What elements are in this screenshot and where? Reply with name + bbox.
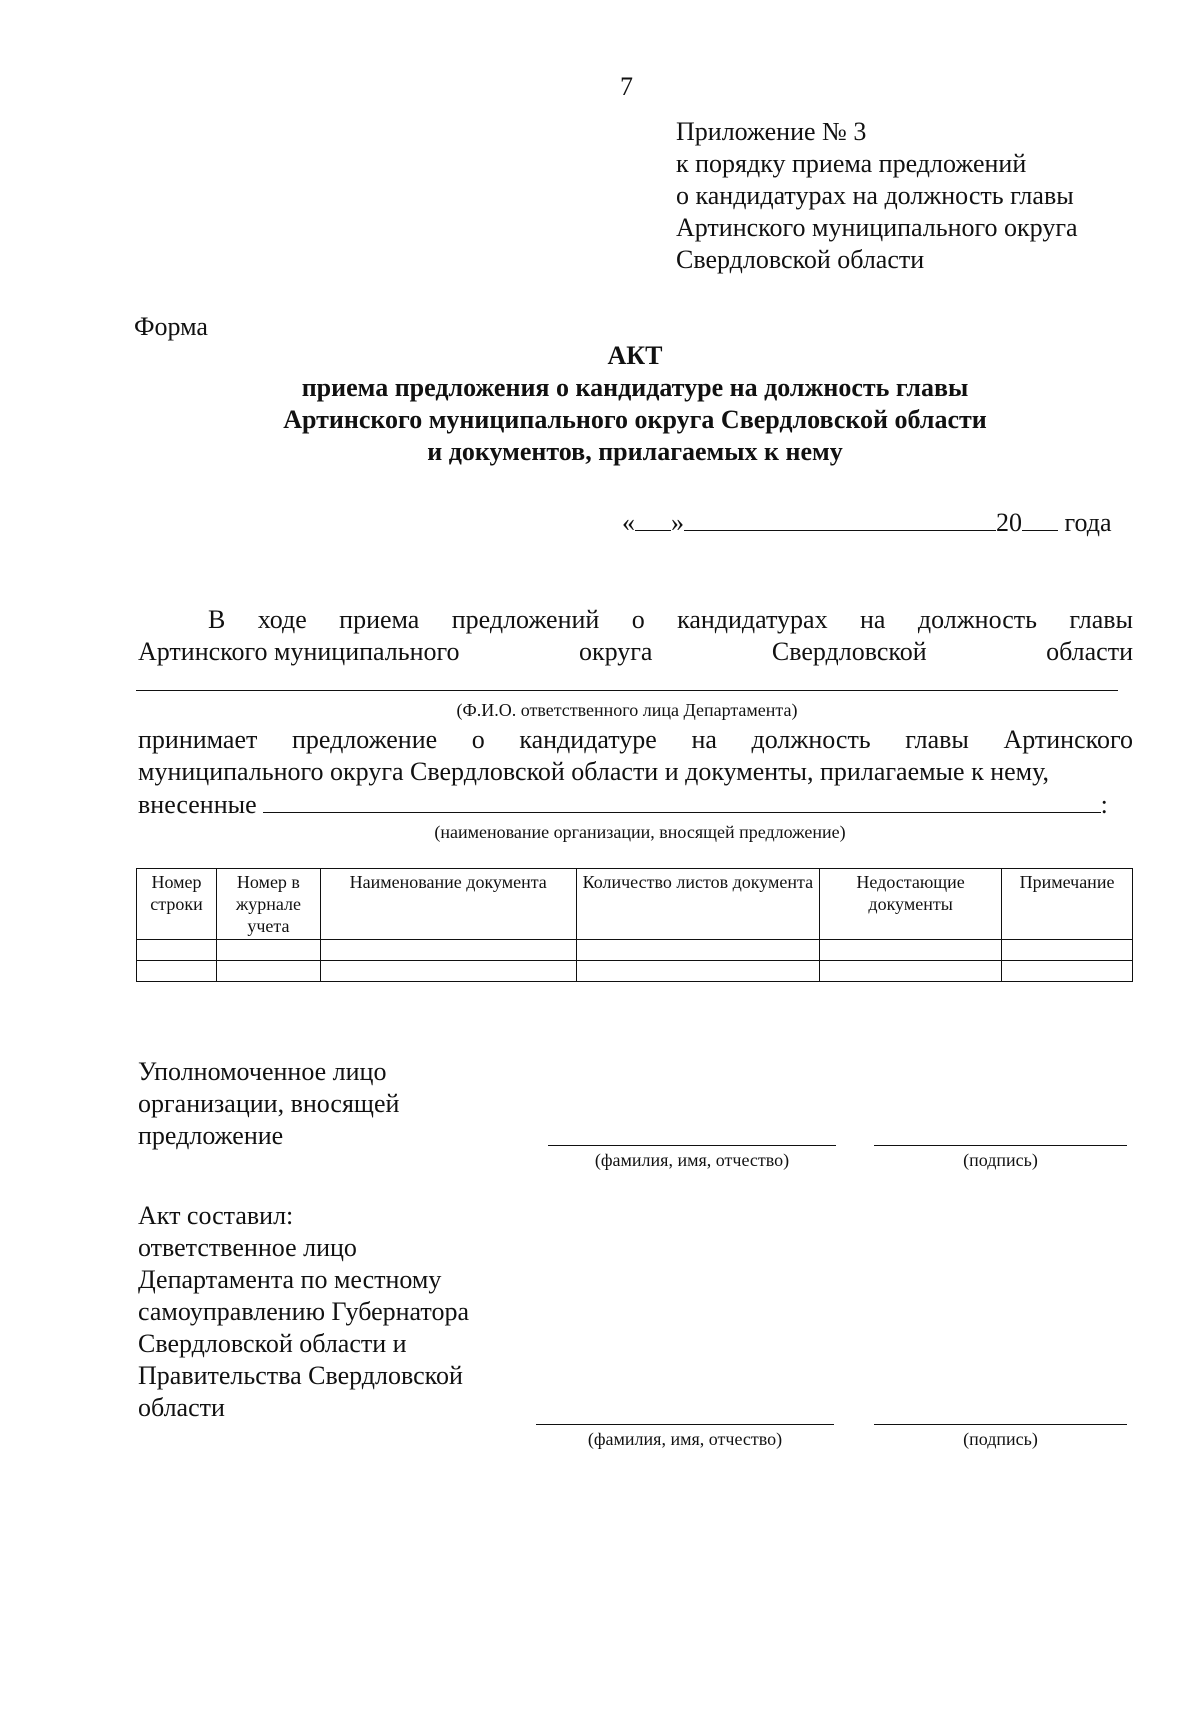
name-signature-line[interactable] (548, 1145, 836, 1146)
title-line: и документов, прилагаемых к нему (427, 437, 843, 466)
caption-fio: (Ф.И.О. ответственного лица Департамента) (456, 700, 798, 720)
title-line: Артинского муниципального округа Свердловской области (283, 405, 987, 434)
table-cell[interactable] (1002, 940, 1133, 961)
signature-label-line: организации, вносящей (138, 1089, 400, 1118)
column-header: Номер строки (137, 869, 217, 940)
signature-label-line: Правительства Свердловской (138, 1361, 463, 1390)
table-cell[interactable] (820, 961, 1002, 982)
signature-label-line: самоуправлению Губернатора (138, 1297, 469, 1326)
appendix-line: Артинского муниципального округа (676, 213, 1078, 242)
column-header: Примечание (1002, 869, 1133, 940)
year-suffix: года (1064, 508, 1112, 537)
table-cell[interactable] (820, 940, 1002, 961)
paragraph-line (138, 604, 1133, 636)
signature-label-line: Уполномоченное лицо (138, 1057, 387, 1086)
word: предложение (291, 725, 438, 754)
appendix-line: Приложение № 3 (676, 117, 867, 146)
title-line: приема предложения о кандидатуре на должность главы (301, 373, 969, 402)
word: Артинского муниципального (138, 637, 460, 666)
table-cell[interactable] (137, 940, 217, 961)
paragraph-line (138, 788, 1133, 821)
caption-full-name: (фамилия, имя, отчество) (594, 1150, 790, 1170)
appendix-line: о кандидатурах на должность главы (676, 181, 1074, 210)
appendix-line: к порядку приема предложений (676, 149, 1027, 178)
word: принимает (138, 725, 258, 754)
paragraph-line (138, 636, 1133, 668)
responsible-person-field[interactable] (136, 690, 1118, 691)
word: ходе (257, 605, 307, 634)
table-row (137, 961, 1133, 982)
word: о (631, 605, 645, 634)
year-prefix: 20 (996, 508, 1022, 537)
word: главы (905, 725, 969, 754)
colon: : (1100, 790, 1108, 819)
table-cell[interactable] (137, 961, 217, 982)
month-blank[interactable] (684, 508, 996, 531)
document-title (0, 340, 1200, 468)
signature-block-organization (138, 1056, 399, 1152)
day-blank[interactable] (635, 508, 671, 531)
word: Артинского (1003, 725, 1133, 754)
date-open-quote: « (622, 508, 635, 537)
text-line: муниципального округа Свердловской области и документы, прилагаемые к нему, (138, 757, 1050, 786)
word: должность (751, 725, 871, 754)
table-cell[interactable] (216, 961, 320, 982)
table-cell[interactable] (320, 940, 576, 961)
column-header: Наименование документа (320, 869, 576, 940)
table-cell[interactable] (576, 940, 820, 961)
word: о (471, 725, 485, 754)
signature-line[interactable] (874, 1424, 1127, 1425)
word: кандидатуре (519, 725, 657, 754)
form-label: Форма (134, 312, 208, 341)
signature-label-line: Департамента по местному (138, 1265, 442, 1294)
word: на (859, 605, 886, 634)
date-line (622, 508, 1112, 538)
word: округа (578, 637, 653, 666)
caption-full-name: (фамилия, имя, отчество) (587, 1429, 783, 1449)
documents-table (136, 868, 1133, 982)
organization-field[interactable] (263, 788, 1101, 813)
caption-signature: (подпись) (963, 1429, 1038, 1449)
year-blank[interactable] (1022, 508, 1058, 531)
table-row (137, 940, 1133, 961)
paragraph-accept (138, 724, 1133, 821)
signature-label-line: Акт составил: (138, 1201, 294, 1230)
word: должность (917, 605, 1037, 634)
caption-organization: (наименование организации, вносящей предложение) (434, 822, 846, 842)
appendix-line: Свердловской области (676, 245, 925, 274)
date-close-quote: » (671, 508, 684, 537)
page-number: 7 (620, 72, 633, 101)
table-cell[interactable] (1002, 961, 1133, 982)
table-cell[interactable] (216, 940, 320, 961)
column-header: Номер в журнале учета (216, 869, 320, 940)
word: области (1046, 637, 1133, 666)
column-header: Количество листов документа (576, 869, 820, 940)
word: на (691, 725, 717, 754)
table-cell[interactable] (576, 961, 820, 982)
signature-line[interactable] (874, 1145, 1127, 1146)
signature-label-line: области (138, 1393, 225, 1422)
word: В (208, 605, 226, 634)
word: главы (1069, 605, 1133, 634)
table-cell[interactable] (320, 961, 576, 982)
signature-label-line: Свердловской области и (138, 1329, 407, 1358)
signature-label-line: предложение (138, 1121, 284, 1150)
name-signature-line[interactable] (536, 1424, 834, 1425)
word: приема (339, 605, 420, 634)
word: предложений (451, 605, 600, 634)
column-header: Недостающие документы (820, 869, 1002, 940)
title-heading: АКТ (607, 341, 663, 370)
appendix-block (676, 116, 1078, 276)
paragraph-intro (138, 604, 1133, 668)
word: кандидатурах (677, 605, 828, 634)
signature-label-line: ответственное лицо (138, 1233, 357, 1262)
caption-signature: (подпись) (963, 1150, 1038, 1170)
table-header-row (137, 869, 1133, 940)
paragraph-line (138, 724, 1133, 756)
word: внесенные (138, 790, 257, 819)
word: Свердловской (771, 637, 927, 666)
signature-block-department (138, 1200, 469, 1424)
paragraph-line (138, 756, 1133, 788)
